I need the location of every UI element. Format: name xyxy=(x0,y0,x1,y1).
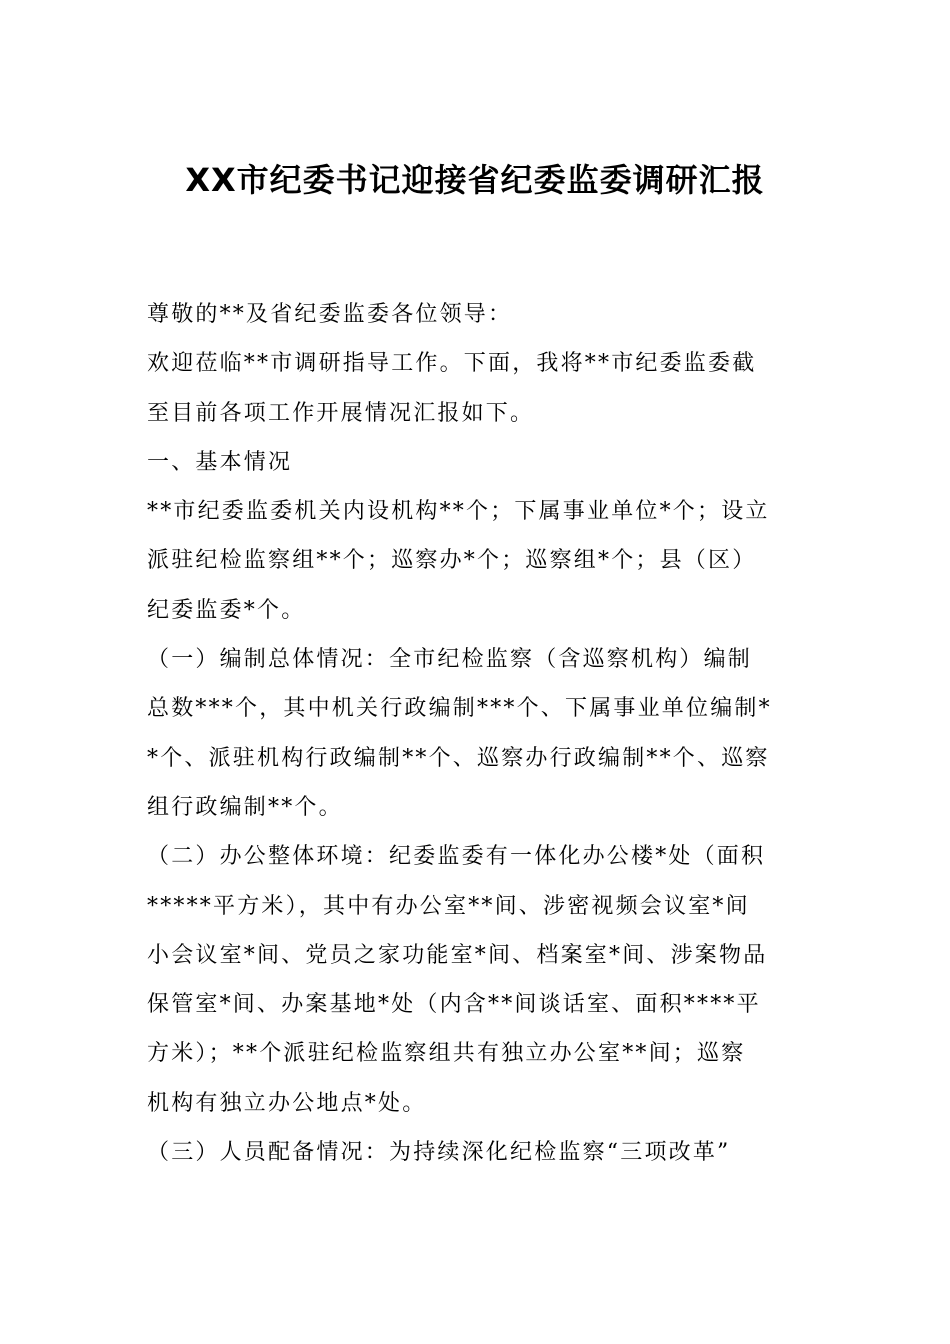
document-body xyxy=(147,290,807,1177)
paragraph-line: 组行政编制**个。 xyxy=(147,794,343,820)
paragraph-line: 欢迎莅临**市调研指导工作。下面，我将**市纪委监委截 xyxy=(147,351,757,377)
paragraph-line: （三）人员配备情况：为持续深化纪检监察“三项改革” xyxy=(147,1140,731,1166)
paragraph-line: 机构有独立办公地点*处。 xyxy=(147,1090,427,1116)
paragraph-line: 总数***个，其中机关行政编制***个、下属事业单位编制* xyxy=(147,696,772,722)
document-title: XX市纪委书记迎接省纪委监委调研汇报 xyxy=(185,161,765,199)
paragraph-line: 小会议室*间、党员之家功能室*间、档案室*间、涉案物品 xyxy=(147,942,768,968)
section-heading: 一、基本情况 xyxy=(147,449,293,475)
paragraph-line: 派驻纪检监察组**个；巡察办*个；巡察组*个；县（区） xyxy=(147,548,757,574)
paragraph-line: *****平方米），其中有办公室**间、涉密视频会议室*间 xyxy=(147,893,750,919)
paragraph-line: 保管室*间、办案基地*处（内含**间谈话室、面积****平 xyxy=(147,992,761,1018)
paragraph-line: 纪委监委*个。 xyxy=(147,597,306,623)
paragraph-line: （二）办公整体环境：纪委监委有一体化办公楼*处（面积 xyxy=(147,844,766,870)
paragraph-line: *个、派驻机构行政编制**个、巡察办行政编制**个、巡察 xyxy=(147,745,770,771)
paragraph-line: **市纪委监委机关内设机构**个；下属事业单位*个；设立 xyxy=(147,499,770,525)
salutation-line: 尊敬的**及省纪委监委各位领导： xyxy=(147,302,513,327)
paragraph-line: 方米）；**个派驻纪检监察组共有独立办公室**间；巡察 xyxy=(147,1041,746,1067)
paragraph-line: 至目前各项工作开展情况汇报如下。 xyxy=(147,400,535,426)
paragraph-line: （一）编制总体情况：全市纪检监察（含巡察机构）编制 xyxy=(147,647,753,673)
